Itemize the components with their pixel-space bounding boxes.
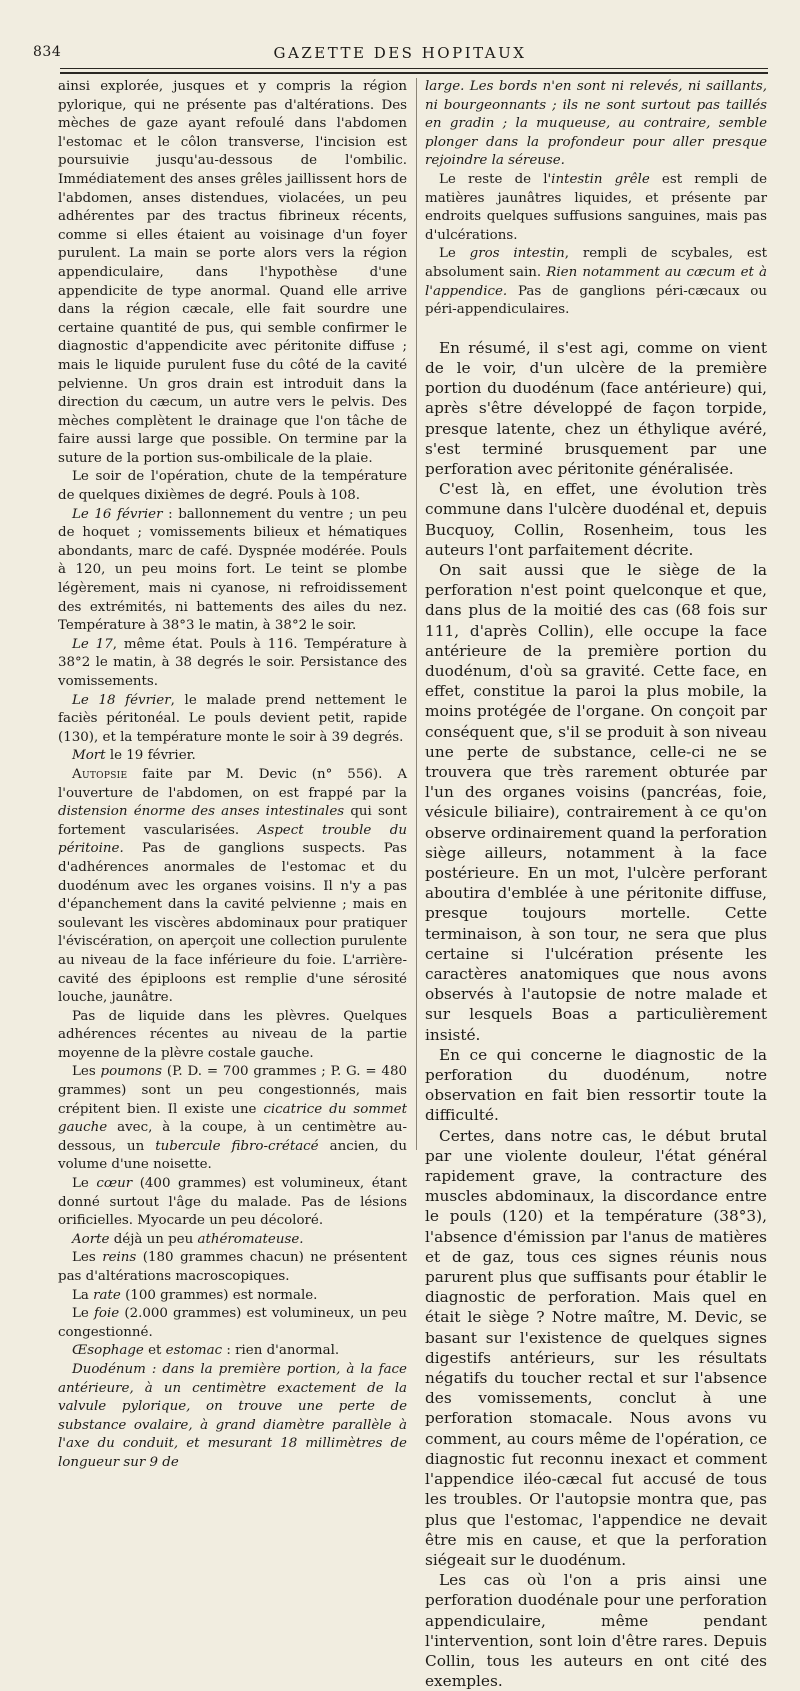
paragraph-text: et (143, 1343, 166, 1359)
paragraph (58, 1063, 407, 1175)
emphasis: Duodénum : dans la première portion, à la face antérieure, à un centimètre exactement de la valvule pylorique, on trouve une perte de substance ovalaire, à grand diamètre parallèle à l'axe du conduit, et mesurant 18 millimètres de longueur sur 9 de (58, 1361, 407, 1470)
paragraph-text: , le malade prend nettement le faciès péritonéal. Le pouls devient petit, rapide (130), et la température monte le soir à 39 degrés. (58, 692, 408, 745)
paragraph: En ce qui concerne le diagnostic de la perforation du duodénum, notre observation en fait bien ressortir toute la difficulté. (425, 1045, 767, 1125)
paragraph-text: qui sont fortement vascularisées. (58, 804, 407, 838)
paragraph-text: le 19 février. (105, 748, 196, 764)
emphasis: rate (93, 1287, 121, 1303)
paragraph (58, 636, 407, 692)
emphasis: intestin grêle (551, 171, 650, 187)
emphasis: large. Les bords n'en sont ni relevés, ni saillants, ni bourgeonnants ; ils ne sont surtout pas taillés en gradin ; la muqueuse, au contraire, semble plonger dans la profondeur pour aller presque rejoindre la séreuse. (425, 79, 767, 169)
paragraph (58, 506, 407, 636)
emphasis: foie (93, 1306, 120, 1322)
paragraph-text: ancien, du volume d'une noisette. (58, 1138, 407, 1173)
right-column (425, 78, 767, 1691)
paragraph-text: (2.000 grammes) est volumineux, un peu congestionné. (58, 1306, 408, 1340)
paragraph-text: faite par M. Devic (n° 556). A l'ouverture de l'abdomen, on est frappé par la (58, 766, 407, 801)
paragraph: En résumé, il s'est agi, comme on vient de le voir, d'un ulcère de la première portion du duodénum (face antérieure) qui, après s'être développé de façon torpide, presque latente, chez un éthylique avéré, s'est terminé brusquement par une perforation avec péritonite généralisée. (425, 338, 767, 478)
paragraph (58, 1342, 407, 1361)
paragraph: Le soir de l'opération, chute de la température de quelques dixièmes de degré. Pouls à 108. (58, 469, 407, 504)
paragraph (58, 1287, 407, 1306)
emphasis: Œsophage (72, 1343, 144, 1359)
emphasis: poumons (100, 1064, 163, 1080)
column-divider (416, 78, 417, 1150)
header-rule (60, 68, 768, 69)
paragraph-text: Le (439, 246, 470, 262)
journal-title: GAZETTE DES HOPITAUX (273, 44, 527, 62)
paragraph-text: Le (72, 1176, 97, 1192)
date-label: Le 18 février (72, 692, 171, 708)
date-label: Le 16 février (72, 506, 163, 522)
emphasis: Rien notamment au cæcum et à l'appendice. (425, 264, 767, 299)
paragraph (425, 78, 767, 171)
paragraph-text: Le (72, 1306, 94, 1322)
emphasis: gros intestin (469, 246, 565, 262)
paragraph (58, 747, 407, 766)
paragraph (425, 245, 767, 319)
header-rule-thick (60, 72, 768, 74)
emphasis: estomac (165, 1343, 223, 1359)
emphasis: reins (102, 1250, 137, 1266)
paragraph-text: : rien d'anormal. (222, 1343, 340, 1359)
paragraph-text: Le reste de l' (439, 171, 552, 187)
paragraph-text: (400 grammes) est volumineux, étant donné surtout l'âge du malade. Pas de lésions orificielles. Myocarde un peu décoloré. (58, 1176, 408, 1229)
paragraph (58, 766, 407, 1008)
paragraph: Les cas où l'on a pris ainsi une perforation duodénale pour une perforation appendiculaire, même pendant l'intervention, sont loin d'être rares. Depuis Collin, tous les auteurs en ont cité des exemples. (425, 1571, 767, 1691)
paragraph: On sait aussi que le siège de la perforation n'est point quelconque et que, dans plus de la moitié des cas (68 fois sur 111, d'après Collin), elle occupe la face antérieure de la première portion du duodénum, d'où sa gravité. Cette face, en effet, constitue la paroi la plus mobile, la moins protégée de l'organe. On conçoit par conséquent que, s'il se produit à son niveau une perte de substance, celle-ci ne se trouvera que très rarement obturée par l'un des organes voisins (pancréas, foie, vésicule biliaire), contrairement à ce qu'on observe ordinairement quand la perforation siège ailleurs, notamment à la face postérieure. En un mot, l'ulcère perforant aboutira d'emblée à une péritonite diffuse, presque toujours mortelle. Cette terminaison, à son tour, ne sera que plus certaine si l'ulcération présente les caractères anatomiques que nous avons observés à l'autopsie de notre malade et sur lesquels Boas a particulièrement insisté. (425, 560, 767, 1044)
paragraph-text: déjà un peu (109, 1231, 198, 1247)
paragraph-text: (180 grammes chacun) ne présentent pas d'altérations macroscopiques. (58, 1250, 407, 1284)
emphasis: distension énorme des anses intestinales (58, 804, 345, 820)
paragraph (58, 1249, 407, 1286)
paragraph (58, 1175, 407, 1231)
paragraph (58, 692, 407, 748)
autopsy-heading: Autopsie (72, 766, 128, 782)
emphasis: Aorte (72, 1231, 110, 1247)
paragraph-text: (100 grammes) est normale. (120, 1287, 318, 1303)
left-column (58, 78, 407, 1473)
emphasis: cœur (96, 1176, 133, 1192)
paragraph-text: Les (72, 1250, 103, 1266)
paragraph-text: , même état. Pouls à 116. Température à 38°2 le matin, à 38 degrés le soir. Persistance des vomissements. (58, 636, 407, 689)
paragraph-text: La (72, 1287, 94, 1303)
emphasis: tubercule fibro-crétacé (155, 1138, 319, 1154)
death-label: Mort (72, 748, 106, 764)
paragraph-text: avec, à la coupe, à un centimètre au-dessous, un (58, 1120, 407, 1154)
paragraph (58, 1305, 407, 1342)
paragraph-text: Pas de ganglions suspects. Pas d'adhérences anormales de l'estomac et du duodénum avec les organes voisins. Il n'y a pas d'épanchement dans la cavité pelvienne ; mais en soulevant les viscères abdominaux pour pratiquer l'éviscération, on aperçoit une collection purulente au niveau de la face inférieure du foie. L'arrière-cavité des épiploons est remplie d'une sérosité louche, jaunâtre. (58, 841, 407, 1006)
emphasis: Aspect trouble du péritoine. (58, 822, 407, 857)
paragraph-text: Pas de ganglions péri-cæcaux ou péri-appendiculaires. (425, 283, 767, 318)
emphasis: athéromateuse. (197, 1231, 304, 1247)
paragraph: C'est là, en effet, une évolution très commune dans l'ulcère duodénal et, depuis Bucquoy, Collin, Rosenheim, tous les auteurs l'ont parfaitement décrite. (425, 480, 767, 559)
paragraph: ainsi explorée, jusques et y compris la région pylorique, qui ne présente pas d'altérations. Des mèches de gaze ayant refoulé dans l'abdomen l'estomac et le côlon transverse, l'incision est poursuivie jusqu'au-dessous de l'ombilic. Immédiatement des anses grêles jaillissent hors de l'abdomen, anses distendues, violacées, un peu adhérentes par des tractus fibrineux récents, comme si elles étaient au voisinage d'un foyer purulent. La main se porte alors vers la région appendiculaire, dans l'hypothèse d'une appendicite de type anormal. Quand elle arrive dans la région cæcale, elle fait sourdre une certaine quantité de pus, qui semble confirmer le diagnostic d'appendicite avec péritonite diffuse ; mais le liquide purulent fuse du côté de la cavité pelvienne. Un gros drain est introduit dans la direction du cæcum, un autre vers le pelvis. Des mèches complètent le drainage que l'on tâche de faire aussi large que possible. On termine par la suture de la portion sus-ombilicale de la plaie. (58, 79, 407, 466)
paragraph (425, 171, 767, 245)
paragraph (58, 1231, 407, 1250)
paragraph: Pas de liquide dans les plèvres. Quelques adhérences récentes au niveau de la partie moyenne de la plèvre costale gauche. (58, 1008, 407, 1061)
paragraph-text: Les (72, 1064, 101, 1080)
paragraph-text: est rempli de matières jaunâtres liquides, et présente par endroits quelques suffusions sanguines, mais pas d'ulcérations. (425, 171, 767, 243)
date-label: Le 17 (72, 636, 113, 652)
paragraph-text: : ballonnement du ventre ; un peu de hoquet ; vomissements bilieux et hématiques abondants, marc de café. Dyspnée modérée. Pouls à 120, un peu moins fort. Le teint se plombe légèrement, mais ni cyanose, ni refroidissement des extrémités, ni battements des ailes du nez. Température à 38°3 le matin, à 38°2 le soir. (58, 506, 408, 634)
paragraph-text: (P. D. = 700 grammes ; P. G. = 480 grammes) sont un peu congestionnés, mais crépitent bien. Il existe une (58, 1064, 407, 1117)
paragraph-text: , rempli de scybales, est absolument sain. (425, 246, 767, 280)
paragraph: Certes, dans notre cas, le début brutal par une violente douleur, l'état général rapidement grave, la contracture des muscles abdominaux, la discordance entre le pouls (120) et la température (38°3), l'absence d'émission par l'anus de matières et de gaz, tous ces signes réunis nous parurent plus que suffisants pour établir le diagnostic de perforation. Mais quel en était le siège ? Notre maître, M. Devic, se basant sur l'existence de quelques signes digestifs antérieurs, sur les résultats négatifs du toucher rectal et sur l'absence des vomissements, conclut à une perforation stomacale. Nous avons vu comment, au cours même de l'opération, ce diagnostic fut reconnu inexact et comment l'appendice iléo-cæcal fut accusé de tous les troubles. Or l'autopsie montra que, pas plus que l'estomac, l'appendice ne devait être mis en cause, et que la perforation siégeait sur le duodénum. (425, 1126, 767, 1569)
paragraph (58, 1361, 407, 1473)
emphasis: cicatrice du sommet gauche (58, 1101, 407, 1136)
page-number: 834 (33, 44, 62, 60)
